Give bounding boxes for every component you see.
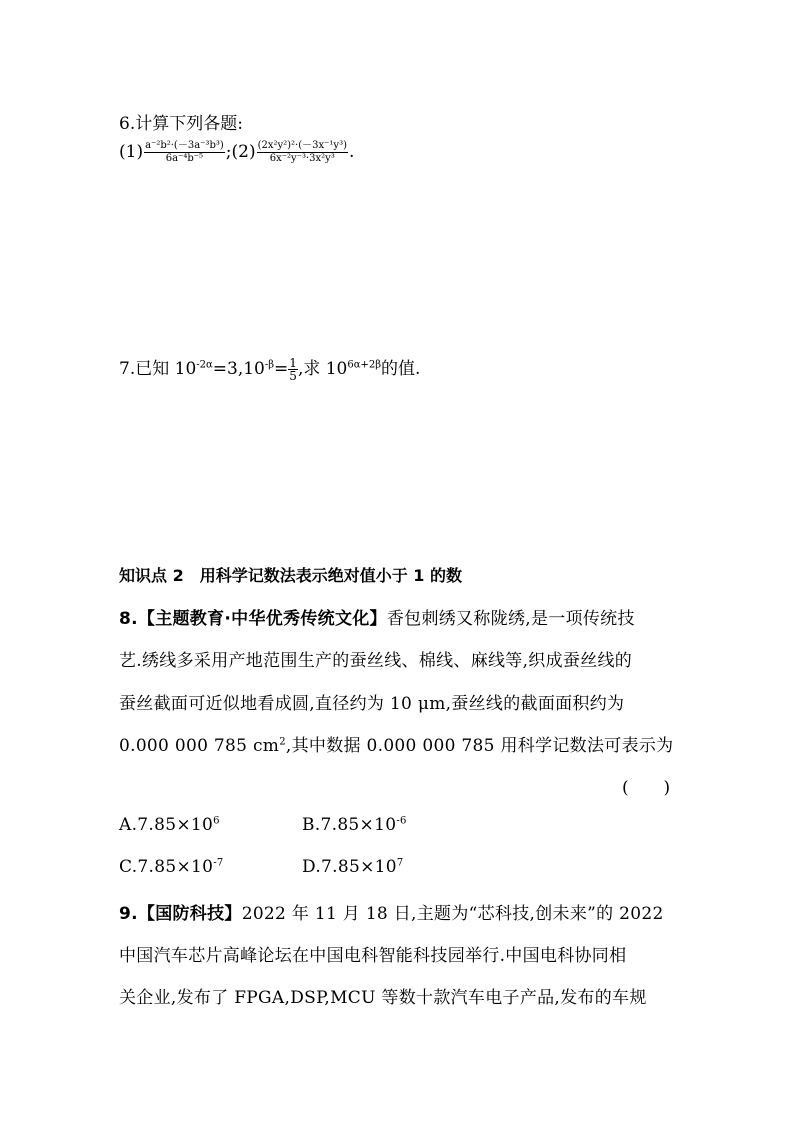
q6-separator: ;(2): [225, 142, 256, 162]
q8-option-b-exp: -6: [396, 815, 407, 827]
q8-answer-bracket: ( ): [622, 778, 671, 798]
q7-exp1: -2α: [196, 359, 213, 371]
q8-option-c-text: C.7.85×10: [119, 857, 214, 877]
q9-number: 9.: [119, 904, 138, 924]
q6-expressions: [119, 140, 354, 165]
q7-exp2: -β: [264, 359, 275, 371]
q8-number: 8.: [119, 609, 138, 629]
q8-option-d-exp: 7: [396, 857, 404, 869]
q8-line3: 蚕丝截面可近似地看成圆,直径约为 10 μm,蚕丝线的截面面积约为: [119, 694, 625, 714]
q8-tag: 【主题教育·中华优秀传统文化】: [137, 609, 387, 629]
q7-frac-den: 5: [289, 369, 297, 383]
q8-option-a: [119, 815, 220, 835]
q9-line2: 中国汽车芯片高峰论坛在中国电科智能科技园举行.中国电科协同相: [119, 946, 627, 966]
q8-line4-b: ,其中数据 0.000 000 785 用科学记数法可表示为: [285, 736, 674, 756]
q8-option-c-exp: -7: [213, 857, 224, 869]
q9-tag: 【国防科技】: [137, 904, 242, 924]
q7-frac-num: 1: [289, 356, 297, 370]
q6-part1-fraction: [144, 140, 225, 165]
q6-part2-denominator: 6x⁻²y⁻³·3x²y³: [269, 153, 335, 164]
q7-mid1: =3,10: [212, 359, 265, 379]
q8-line1: [119, 604, 635, 629]
q7-suffix: 的值.: [381, 359, 421, 379]
q8-line4-sup: 2: [279, 736, 286, 748]
q9-line1: [119, 899, 664, 924]
q9-line1-text: 2022 年 11 月 18 日,主题为“芯科技,创未来”的 2022: [241, 904, 664, 924]
q8-line1-text: 香包刺绣又称陇绣,是一项传统技: [386, 609, 635, 629]
q6-part1-numerator: a⁻²b²·(－3a⁻³b³): [145, 140, 224, 151]
q6-part1-denominator: 6a⁻⁴b⁻⁵: [165, 153, 204, 164]
q8-option-a-text: A.7.85×10: [119, 815, 214, 835]
q6-end: .: [349, 142, 355, 162]
q6-part1-label: (1): [119, 142, 144, 162]
q8-option-b: [302, 815, 407, 835]
q7-exp3: 6α+2β: [347, 359, 382, 371]
q7-fraction: [288, 357, 298, 382]
q8-option-b-text: B.7.85×10: [302, 815, 397, 835]
q8-option-a-exp: 6: [213, 815, 220, 827]
q8-option-d: [302, 857, 404, 877]
q7-prefix: 7.已知 10: [119, 359, 197, 379]
q9-line3: 关企业,发布了 FPGA,DSP,MCU 等数十款汽车电子产品,发布的车规: [119, 988, 647, 1008]
q8-option-d-text: D.7.85×10: [302, 857, 397, 877]
q8-line2: 艺.绣线多采用产地范围生产的蚕丝线、棉线、麻线等,织成蚕丝线的: [119, 651, 633, 671]
q6-part2-fraction: [257, 140, 348, 165]
q7-mid2: =: [274, 359, 289, 379]
q8-line4: [119, 731, 673, 756]
section-heading: 知识点 2 用科学记数法表示绝对值小于 1 的数: [119, 566, 462, 585]
q8-line4-a: 0.000 000 785 cm: [119, 736, 280, 756]
q7-mid3: ,求 10: [297, 359, 348, 379]
q8-option-c: [119, 857, 224, 877]
q7-text: [119, 354, 420, 382]
q6-title: 6.计算下列各题:: [119, 114, 243, 134]
q6-part2-numerator: (2x²y²)²·(－3x⁻¹y³): [257, 140, 347, 151]
